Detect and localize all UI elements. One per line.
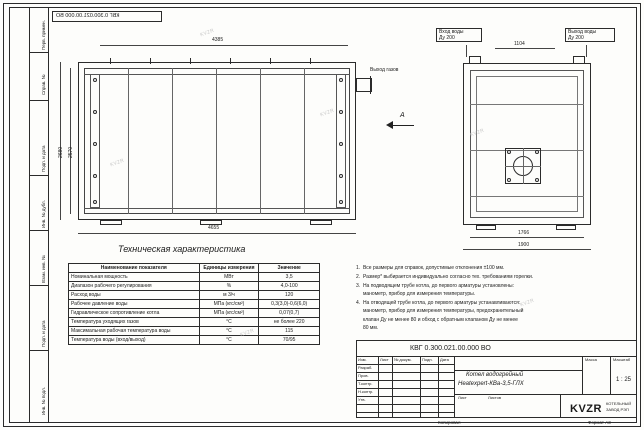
table-row (69, 309, 320, 318)
spec-cell: Максимальная рабочая температура воды (69, 327, 200, 336)
spec-cell: Номинальная мощность (69, 273, 200, 282)
spec-cell: °С (199, 336, 259, 345)
note-5: манометр, прибор для измерения температуры, предохранительный (356, 308, 524, 314)
front-stud (110, 58, 111, 64)
water-in-label: Вход воды (439, 29, 464, 35)
scale-label: Масштаб (613, 357, 631, 362)
water-in-nozzle (469, 56, 481, 64)
table-row (69, 273, 320, 282)
watermark: KVZR (469, 127, 486, 139)
drawing-code-top: КВГ 0.300.021.00.000 ВО (56, 13, 120, 19)
tb-sep (454, 394, 637, 395)
tb-col-head-3: Подп. (422, 357, 433, 362)
spec-cell: МПа (кгс/см²) (199, 300, 259, 309)
margin-sep (29, 350, 48, 351)
tb-row-label-3: Н.контр. (358, 389, 374, 394)
tb-sep (356, 412, 454, 413)
table-row (69, 282, 320, 291)
side-foot (556, 225, 576, 230)
dim-line-height-inner (70, 68, 71, 214)
bolt-icon (507, 178, 511, 182)
dim-line-side-inner (470, 237, 584, 238)
spec-cell: МПа (кгс/см²) (199, 309, 259, 318)
spec-cell: Гидравлическое сопротивление котла (69, 309, 200, 318)
front-foot (310, 220, 332, 225)
product-name-2: Heatexpert-КВа-3,5-ГЛХ (458, 381, 524, 387)
tb-sep (356, 372, 454, 373)
section-label-a: А (400, 112, 405, 119)
spec-cell: Температура воды (вход/выход) (69, 336, 200, 345)
front-view-shell (84, 68, 350, 214)
note-7: 80 мм. (356, 325, 379, 331)
dim-side-top: 1104 (514, 41, 525, 47)
side-foot (476, 225, 496, 230)
watermark: KVZR (319, 107, 336, 119)
front-top-band (84, 74, 350, 75)
company-logo: KVZR (570, 403, 602, 415)
bolt-icon (93, 174, 97, 178)
water-in-leader (466, 45, 467, 57)
tb-col (454, 356, 455, 418)
tb-col (392, 356, 393, 418)
note-3: манометр, прибор для измерения температуры. (356, 291, 476, 297)
spec-cell: 4,0-100 (259, 282, 320, 291)
side-band (470, 196, 584, 197)
tb-col (560, 394, 561, 418)
margin-label-4: Взам. инв. № (41, 255, 46, 283)
margin-sep (29, 230, 48, 231)
gas-outlet-flange (370, 76, 371, 94)
tb-col-head-4: Дата (440, 357, 449, 362)
water-out-nozzle (573, 56, 585, 64)
tb-col (378, 356, 379, 418)
front-stud (190, 58, 191, 64)
front-rib (304, 68, 305, 214)
table-row (69, 300, 320, 309)
note-2: 3. На подводящем трубе котла, до первого арматуры установлены: (356, 283, 515, 289)
spec-cell: 0,3(3,0)-0,6(6,0) (259, 300, 320, 309)
spec-cell: 0,07(0,7) (259, 309, 320, 318)
table-row (69, 336, 320, 345)
margin-label-5: Подп. и дата (41, 320, 46, 347)
gas-outlet-label: Выход газов (370, 67, 399, 73)
note-1: 2. Размер* выбирается индивидуально согласно тех. требованиям горелки. (356, 274, 534, 280)
water-in-dn: Ду 200 (439, 35, 455, 41)
watermark: KVZR (199, 27, 216, 39)
margin-label-3: Инв. № дубл. (41, 200, 46, 228)
watermark: KVZR (109, 157, 126, 169)
title-block-code: КВГ 0.300.021.00.000 ВО (410, 345, 491, 352)
margin-label-6: Инв. № подл. (41, 386, 46, 415)
front-bottom-band (84, 208, 350, 209)
bolt-icon (339, 110, 343, 114)
company-sub-1: КОТЕЛЬНЫЙ (606, 401, 632, 406)
spec-table (68, 263, 320, 345)
bolt-icon (507, 150, 511, 154)
dim-side-outer: 1900 (518, 242, 530, 248)
dim-bottom-width: 4655 (208, 225, 220, 231)
front-right-plate (336, 74, 346, 208)
water-out-leader (586, 45, 587, 57)
margin-label-1: Справ. № (41, 74, 46, 95)
margin-label-2: Подп. и дата (41, 145, 46, 172)
margin-label-0: Перв. примен. (41, 20, 46, 50)
water-out-dn: Ду 200 (568, 35, 584, 41)
spec-cell: Рабочее давление воды (69, 300, 200, 309)
dim-top-width: 4385 (212, 37, 224, 43)
front-stud (150, 58, 151, 64)
spec-header-row (69, 264, 320, 273)
spec-cell: МВт (199, 273, 259, 282)
table-row (69, 291, 320, 300)
front-foot (100, 220, 122, 225)
tb-col-head-1: Лист (380, 357, 389, 362)
front-rib (128, 68, 129, 214)
note-6: клапан Ду не менее 80 и обход с обратным клапаном Ду не менее (356, 317, 518, 323)
spec-cell: 120 (259, 291, 320, 300)
dim-line-side-top (495, 48, 555, 49)
spec-cell: Температура уходящих газов (69, 318, 200, 327)
dim-side-inner: 1766 (518, 230, 530, 236)
sheets-label: Листов (488, 395, 501, 400)
tb-sep (356, 396, 454, 397)
spec-cell: 70/95 (259, 336, 320, 345)
tb-col (610, 356, 611, 394)
tb-row-label-1: Пров. (358, 373, 369, 378)
spec-cell: % (199, 282, 259, 291)
bolt-icon (339, 78, 343, 82)
spec-cell: 3,5 (259, 273, 320, 282)
bolt-icon (93, 142, 97, 146)
burner-centerline-v (523, 148, 524, 184)
watermark: KVZR (239, 327, 256, 339)
tb-col-head-2: № докум. (394, 357, 412, 362)
spec-cell: °С (199, 327, 259, 336)
dim-height-inner: 2570 (68, 146, 74, 158)
margin-sep (29, 100, 48, 101)
spec-header-2: Значение (259, 264, 320, 273)
water-out-label: Выход воды (568, 29, 597, 35)
margin-divider (29, 7, 30, 423)
front-rib (216, 68, 217, 214)
margin-sep (29, 285, 48, 286)
sheet-label: Лист (458, 395, 467, 400)
bolt-icon (535, 178, 539, 182)
dim-line-side-outer (463, 249, 591, 250)
bolt-icon (339, 200, 343, 204)
tb-sep (454, 370, 582, 371)
scale-value: 1 : 25 (616, 377, 632, 383)
company-sub-2: ЗАВОД РЭП (606, 407, 629, 412)
front-stud (270, 58, 271, 64)
spec-cell: Диапазон рабочего регулирования (69, 282, 200, 291)
tb-col-head-0: Изм. (358, 357, 367, 362)
margin-sep (29, 175, 48, 176)
dim-line-top-width (100, 45, 348, 46)
kopirovalo-label: Копировал (438, 420, 461, 425)
tb-row-label-2: Т.контр. (358, 381, 373, 386)
tb-row-label-0: Разраб. (358, 365, 373, 370)
tb-row-label-4: Утв. (358, 397, 366, 402)
table-row (69, 327, 320, 336)
product-name-1: Котел водогрейный (466, 372, 524, 378)
bolt-icon (93, 110, 97, 114)
dim-height-outer: 2680 (58, 146, 64, 158)
mass-label: Масса (585, 357, 597, 362)
bolt-icon (93, 78, 97, 82)
front-left-plate (90, 74, 100, 208)
tb-col (582, 356, 583, 394)
side-view-inner (476, 76, 578, 212)
bolt-icon (339, 142, 343, 146)
spec-header-0: Наименование показателя (69, 264, 200, 273)
tb-col (420, 356, 421, 418)
bolt-icon (535, 150, 539, 154)
bolt-icon (339, 174, 343, 178)
margin-divider-2 (48, 7, 49, 423)
spec-cell: 115 (259, 327, 320, 336)
bolt-icon (93, 200, 97, 204)
tb-col (438, 356, 439, 418)
note-4: 4. На отводящей трубе котла, до первого арматуры устанавливаются: (356, 300, 521, 306)
front-stud (230, 58, 231, 64)
tb-sep (356, 404, 454, 405)
spec-title: Техническая характеристика (118, 244, 246, 254)
section-arrow-line (390, 125, 414, 126)
format-label: Формат А3 (588, 420, 611, 425)
dim-line-bottom-width (78, 233, 356, 234)
front-rib (172, 68, 173, 214)
side-band (470, 104, 584, 105)
spec-cell: не более 220 (259, 318, 320, 327)
table-row (69, 318, 320, 327)
spec-cell: Расход воды (69, 291, 200, 300)
spec-header-1: Единицы измерения (199, 264, 259, 273)
front-rib (260, 68, 261, 214)
section-arrow-head (386, 121, 393, 129)
spec-cell: °С (199, 318, 259, 327)
spec-cell: м 3/ч (199, 291, 259, 300)
margin-sep (29, 52, 48, 53)
watermark: KVZR (519, 297, 536, 309)
note-0: 1. Все размеры для справок, допустимые отклонения ±100 мм. (356, 265, 505, 271)
front-stud (310, 58, 311, 64)
dim-line-height-outer (60, 62, 61, 220)
